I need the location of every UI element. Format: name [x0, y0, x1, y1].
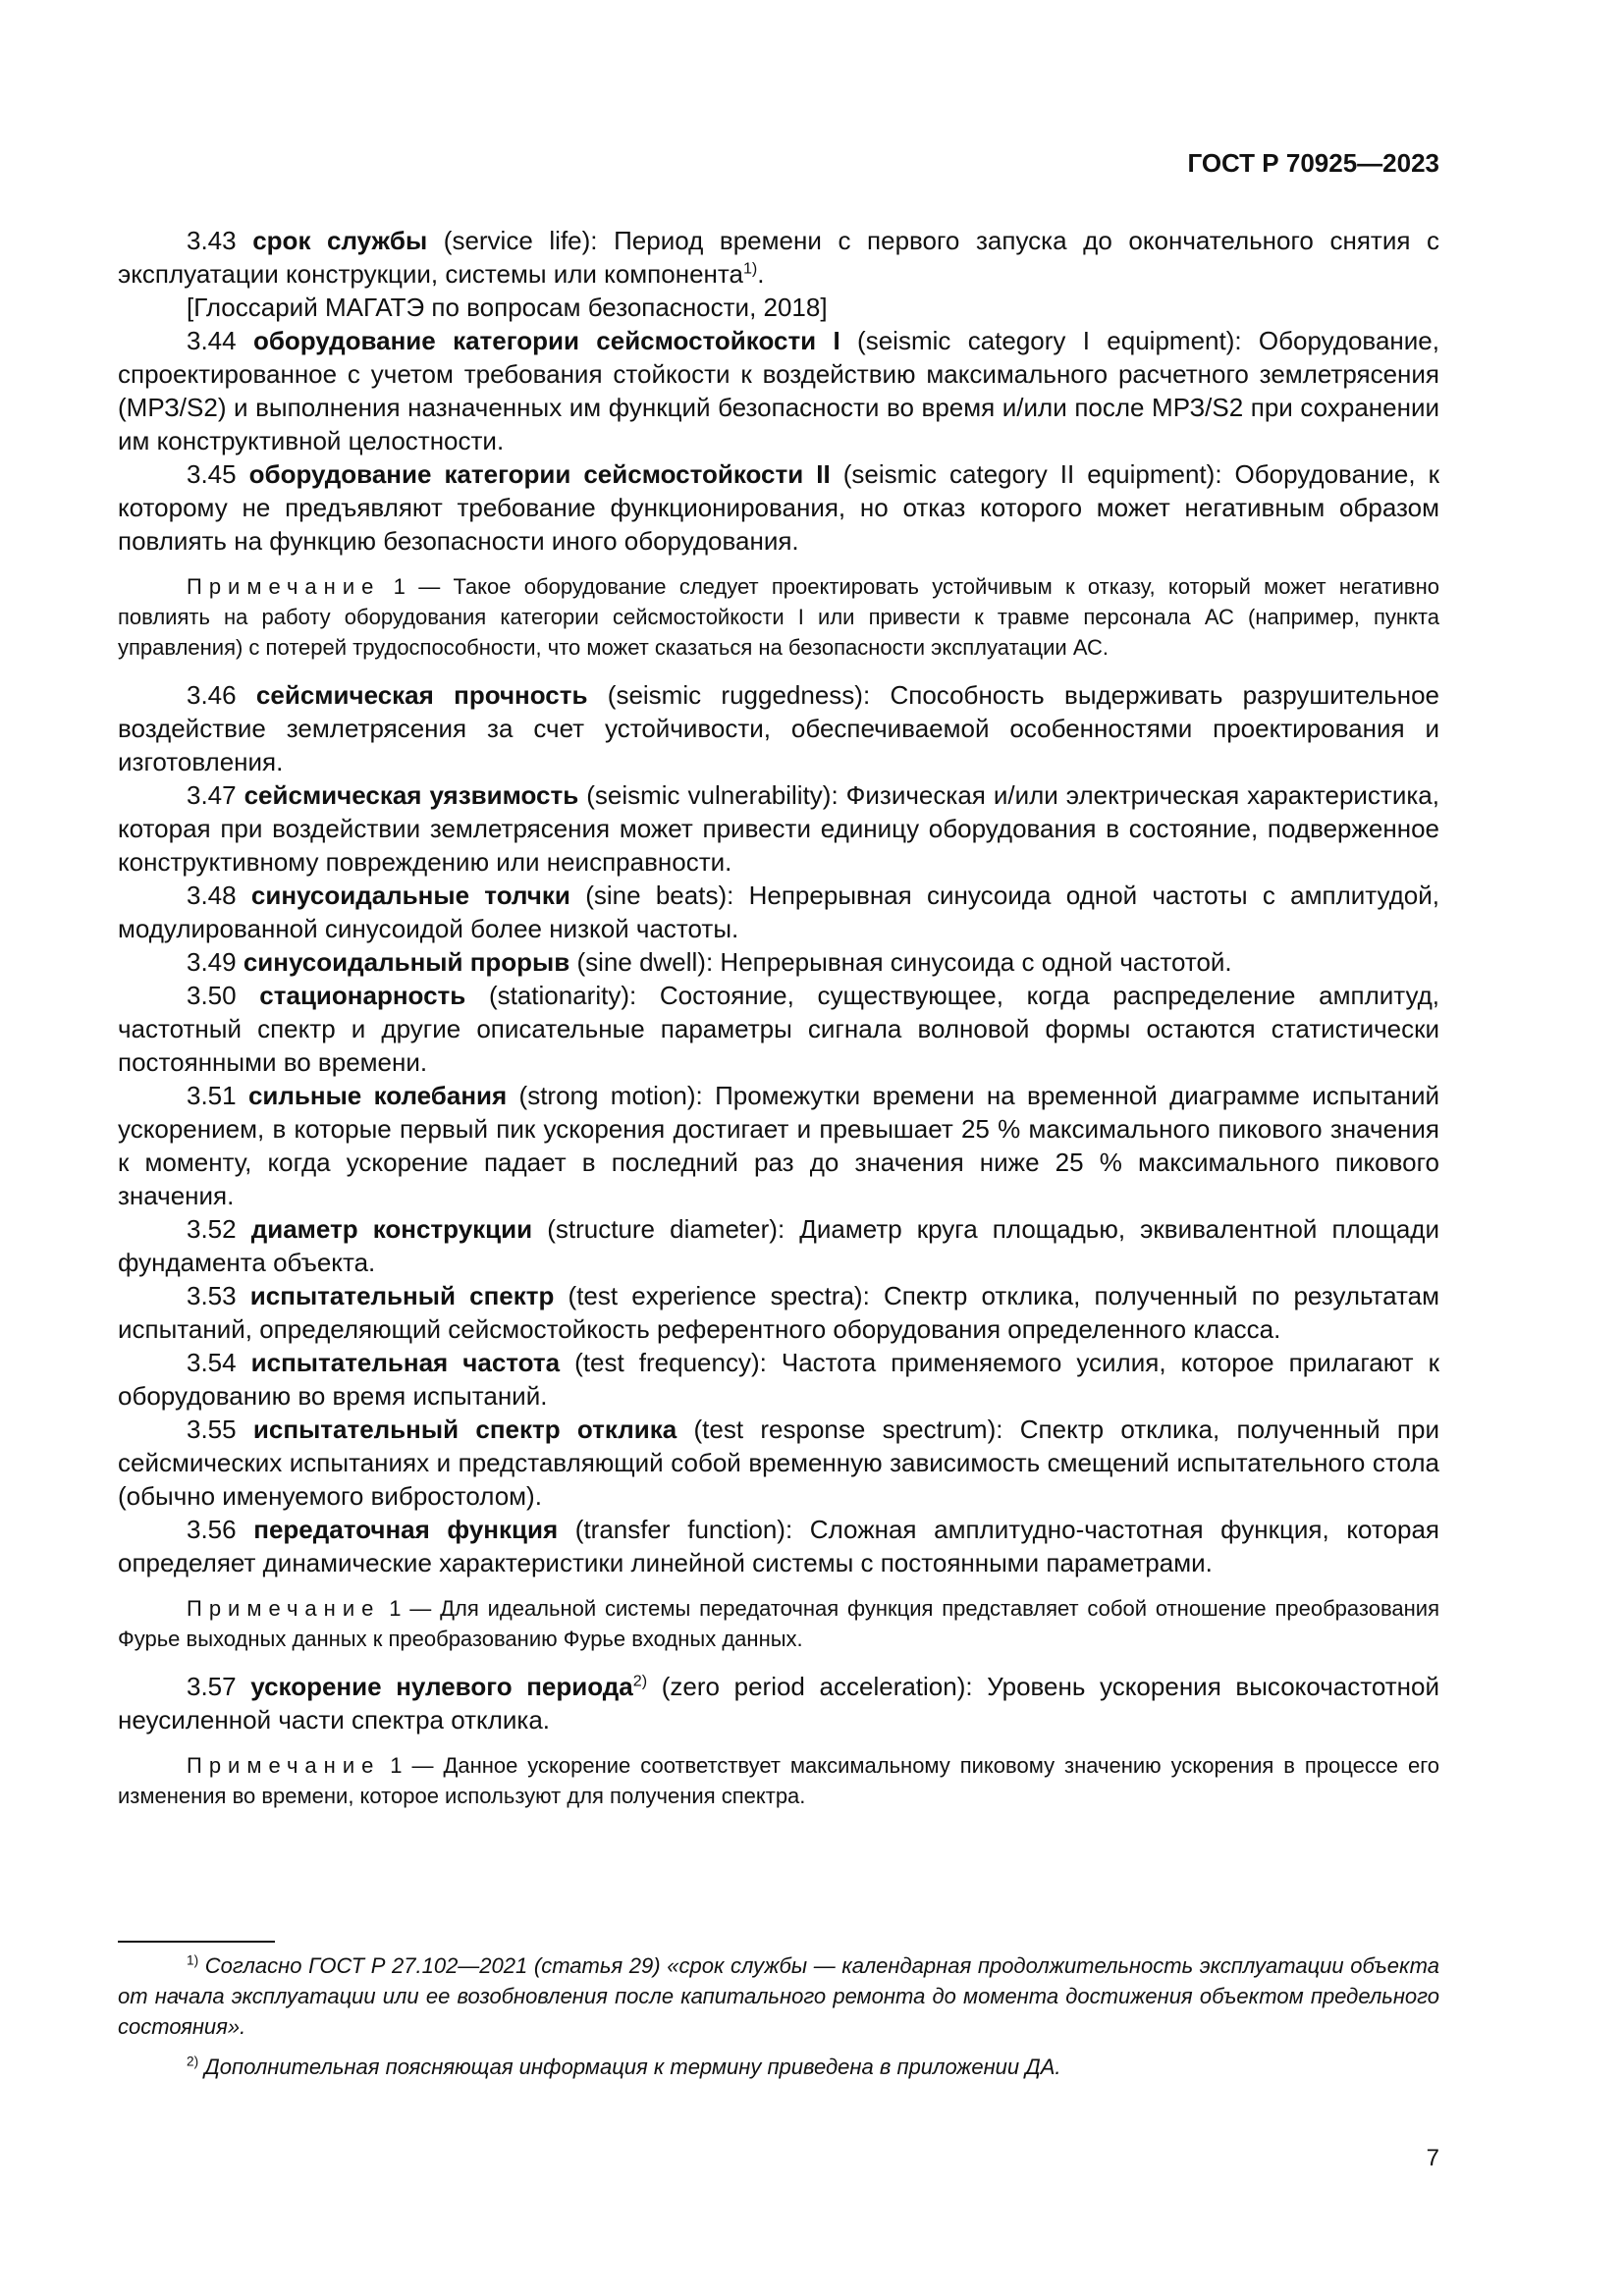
- term-entry: 3.51 сильные колебания (strong motion): Промежутки времени на временной диаграмме испытаний ускорением, в которые первый пик ускорения достигает и превышает 25 % максимального пикового значения к моменту, когда ускорение падает в последний раз до значения ниже 25 % максимального пикового значения.: [118, 1081, 1439, 1210]
- term: испытательный спектр отклика: [252, 1415, 677, 1444]
- term-entry: 3.46 сейсмическая прочность (seismic ruggedness): Способность выдерживать разрушительное воздействие землетрясения за счет устойчивости, обеспечиваемой особенностями проектирования и изготовления.: [118, 680, 1439, 776]
- term-entry: 3.53 испытательный спектр (test experience spectra): Спектр отклика, полученный по результатам испытаний, определяющий сейсмостойкость референтного оборудования определенного класса.: [118, 1281, 1439, 1344]
- term: сильные колебания: [247, 1081, 508, 1110]
- term: передаточная функция: [253, 1515, 559, 1544]
- term: стационарность: [259, 981, 466, 1010]
- term-entry: 3.44 оборудование категории сейсмостойкости I (seismic category I equipment): Оборудование, спроектированное с учетом требования стойкости к воздействию максимального расчетного землетрясения (МРЗ/S2) и выполнения назначенных им функций безопасности во время и/или после МРЗ/S2 при сохранении им конструктивной целостности.: [118, 326, 1439, 455]
- footnote: $^{1)}$ Согласно ГОСТ Р 27.102—2021 (статья 29) «срок службы — календарная продолжительность эксплуатации объекта от начала эксплуатации или ее возобновления после капитального ремонта до момента достижения объектом предельного состояния».: [118, 1952, 1439, 2039]
- term: ускорение нулевого периода: [250, 1672, 633, 1701]
- footnote: $^{2)}$ Дополнительная поясняющая информация к термину приведена в приложении ДА.: [187, 2054, 1061, 2079]
- term: испытательный спектр: [249, 1281, 555, 1310]
- term-entry: 3.43 срок службы (service life): Период времени с первого запуска до окончательного снятия с эксплуатации конструкции, системы или компонента$^{1)}$.: [118, 226, 1440, 289]
- term: оборудование категории сейсмостойкости II: [248, 459, 831, 489]
- term: диаметр конструкции: [250, 1214, 533, 1244]
- term-entry: 3.55 испытательный спектр отклика (test response spectrum): Спектр отклика, полученный при сейсмических испытаниях и представляющий собой временную зависимость смещений испытательного стола (обычно именуемого вибростолом).: [118, 1415, 1439, 1511]
- page-number: 7: [1426, 2145, 1439, 2171]
- document-code: ГОСТ Р 70925—2023: [1187, 148, 1439, 178]
- note: Примечание 1 — Данное ускорение соответствует максимальному пиковому значению ускорения в процессе его изменения во времени, которое используют для получения спектра.: [118, 1753, 1439, 1808]
- note: Примечание 1 — Для идеальной системы передаточная функция представляет собой отношение преобразования Фурье выходных данных к преобразованию Фурье входных данных.: [118, 1596, 1439, 1651]
- footnote-ref[interactable]: 2): [632, 1672, 648, 1690]
- source-reference: [Глоссарий МАГАТЭ по вопросам безопасности, 2018]: [187, 293, 828, 322]
- term: сейсмическая уязвимость: [244, 780, 579, 810]
- term-entry: 3.56 передаточная функция (transfer function): Сложная амплитудно-частотная функция, которая определяет динамические характеристики линейной системы с постоянными параметрами.: [118, 1515, 1439, 1577]
- term: испытательная частота: [250, 1348, 561, 1377]
- term-entry: 3.45 оборудование категории сейсмостойкости II (seismic category II equipment): Оборудование, к которому не предъявляют требование функционирования, но отказ которого может негативным образом повлиять на функцию безопасности иного оборудования.: [118, 459, 1439, 556]
- term: синусоидальный прорыв: [243, 947, 570, 977]
- term-entry: 3.52 диаметр конструкции (structure diameter): Диаметр круга площадью, эквивалентной площади фундамента объекта.: [118, 1214, 1439, 1277]
- note: Примечание 1 — Такое оборудование следует проектировать устойчивым к отказу, который может негативно повлиять на работу оборудования категории сейсмостойкости I или привести к травме персонала АС (например, пункта управления) с потерей трудоспособности, что может сказаться на безопасности эксплуатации АС.: [118, 574, 1439, 660]
- term: оборудование категории сейсмостойкости I: [252, 326, 840, 355]
- term: синусоидальные толчки: [250, 881, 570, 910]
- term: сейсмическая прочность: [255, 680, 588, 710]
- term-entry: 3.54 испытательная частота (test frequency): Частота применяемого усилия, которое прилагают к оборудованию во время испытаний.: [118, 1348, 1439, 1411]
- term-entry: 3.48 синусоидальные толчки (sine beats): Непрерывная синусоида одной частоты с амплитудой, модулированной синусоидой более низкой частоты.: [118, 881, 1439, 943]
- term-entry: 3.49 синусоидальный прорыв (sine dwell): Непрерывная синусоида с одной частотой.: [187, 947, 1232, 977]
- term-entry: 3.57 ускорение нулевого периода$^{2)}$ (zero period acceleration): Уровень ускорения высокочастотной неусиленной части спектра отклика.: [118, 1672, 1439, 1735]
- term: срок службы: [252, 226, 428, 255]
- footnote-divider: [118, 1941, 275, 1943]
- term-entry: 3.47 сейсмическая уязвимость (seismic vulnerability): Физическая и/или электрическая характеристика, которая при воздействии землетрясения может привести единицу оборудования в состояние, подверженное конструктивному повреждению или неисправности.: [118, 780, 1439, 877]
- document-body: [118, 224, 1439, 1827]
- term-entry: 3.50 стационарность (stationarity): Состояние, существующее, когда распределение амплитуд, частотный спектр и другие описательные параметры сигнала волновой формы остаются статистически постоянными во времени.: [118, 981, 1439, 1077]
- footnotes: [118, 1941, 1439, 2092]
- footnote-ref[interactable]: 1): [742, 259, 758, 278]
